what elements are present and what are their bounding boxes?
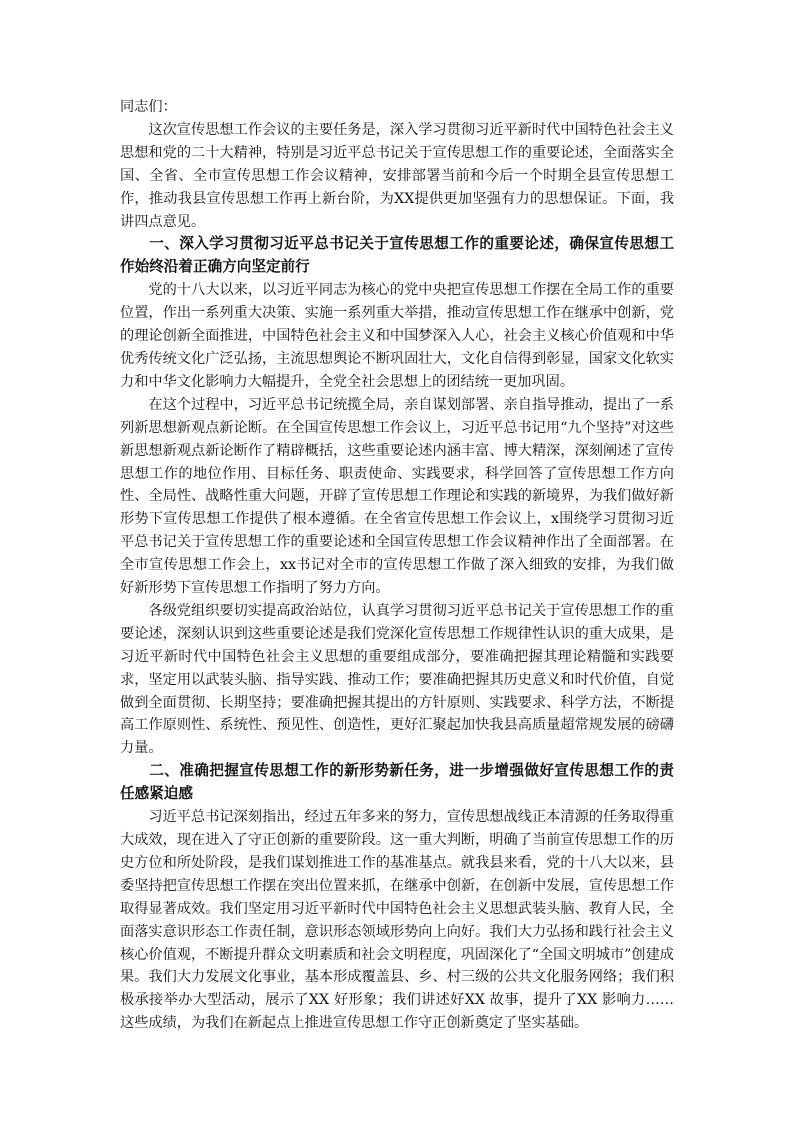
body-paragraph: 习近平总书记深刻指出，经过五年多来的努力，宣传思想战线正本清源的任务取得重大成效，现在进入了守正创新的重要阶段。这一重大判断，明确了当前宣传思想工作的历史方位和所处阶段，是我们谋划推进工作的基准基点。就我县来看，党的十八大以来，县委坚持把宣传思想工作摆在突出位置来抓，在继承中创新，在创新中发展，宣传思想工作取得显著成效。我们坚定用习近平新时代中国特色社会主义思想武装头脑、教育人民，全面落实意识形态工作责任制，意识形态领域形势向上向好。我们大力弘扬和践行社会主义核心价值观，不断提升群众文明素质和社会文明程度，巩固深化了“全国文明城市”创建成果。我们大力发展文化事业，基本形成覆盖县、乡、村三级的公共文化服务网络；我们积极承接举办大型活动，展示了XX 好形象；我们讲述好XX 故事，提升了XX 影响力……这些成绩，为我们在新起点上推进宣传思想工作守正创新奠定了坚实基础。 bbox=[120, 809, 674, 1032]
intro-paragraph: 这次宣传思想工作会议的主要任务是，深入学习贯彻习近平新时代中国特色社会主义思想和党的二十大精神，特别是习近平总书记关于宣传思想工作的重要论述，全面落实全国、全省、全市宣传思想工作会议精神，安排部署当前和今后一个时期全县宣传思想工作，推动我县宣传思想工作再上新台阶，为XX提供更加坚强有力的思想保证。下面，我讲四点意见。 bbox=[120, 121, 674, 230]
section-heading-2: 二、准确把握宣传思想工作的新形势新任务，进一步增强做好宣传思想工作的责任感紧迫感 bbox=[120, 762, 674, 803]
greeting: 同志们： bbox=[120, 99, 177, 115]
body-paragraph: 在这个过程中，习近平总书记统揽全局，亲自谋划部署、亲自指导推动，提出了一系列新思想新观点新论断。在全国宣传思想工作会议上，习近平总书记用“九个坚持”对这些新思想新观点新论断作了精辟概括，这些重要论述内涵丰富、博大精深，深刻阐述了宣传思想工作的地位作用、目标任务、职责使命、实践要求，科学回答了宣传思想工作方向性、全局性、战略性重大问题，开辟了宣传思想工作理论和实践的新境界，为我们做好新形势下宣传思想工作提供了根本遵循。在全省宣传思想工作会议上，x围绕学习贯彻习近平总书记关于宣传思想工作的重要论述和全国宣传思想工作会议精神作出了全面部署。在全市宣传思想工作会上，xx书记对全市的宣传思想工作做了深入细致的安排，为我们做好新形势下宣传思想工作指明了努力方向。 bbox=[120, 396, 674, 597]
document-page bbox=[120, 96, 674, 1035]
body-paragraph: 各级党组织要切实提高政治站位，认真学习贯彻习近平总书记关于宣传思想工作的重要论述，深刻认识到这些重要论述是我们党深化宣传思想工作规律性认识的重大成果，是习近平新时代中国特色社会主义思想的重要组成部分，要准确把握其理论精髓和实践要求，坚定用以武装头脑、指导实践、推动工作；要准确把握其历史意义和时代价值，自觉做到全面贯彻、长期坚持；要准确把握其提出的方针原则、实践要求、科学方法，不断提高工作原则性、系统性、预见性、创造性，更好汇聚起加快我县高质量超常规发展的磅礴力量。 bbox=[120, 602, 674, 757]
section-heading-1: 一、深入学习贯彻习近平总书记关于宣传思想工作的重要论述，确保宣传思想工作始终沿着正确方向坚定前行 bbox=[120, 235, 674, 276]
body-paragraph: 党的十八大以来，以习近平同志为核心的党中央把宣传思想工作摆在全局工作的重要位置，作出一系列重大决策、实施一系列重大举措，推动宣传思想工作在继承中创新，党的理论创新全面推进，中国特色社会主义和中国梦深入人心，社会主义核心价值观和中华优秀传统文化广泛弘扬，主流思想舆论不断巩固壮大，文化自信得到彰显，国家文化软实力和中华文化影响力大幅提升，全党全社会思想上的团结统一更加巩固。 bbox=[120, 282, 674, 390]
